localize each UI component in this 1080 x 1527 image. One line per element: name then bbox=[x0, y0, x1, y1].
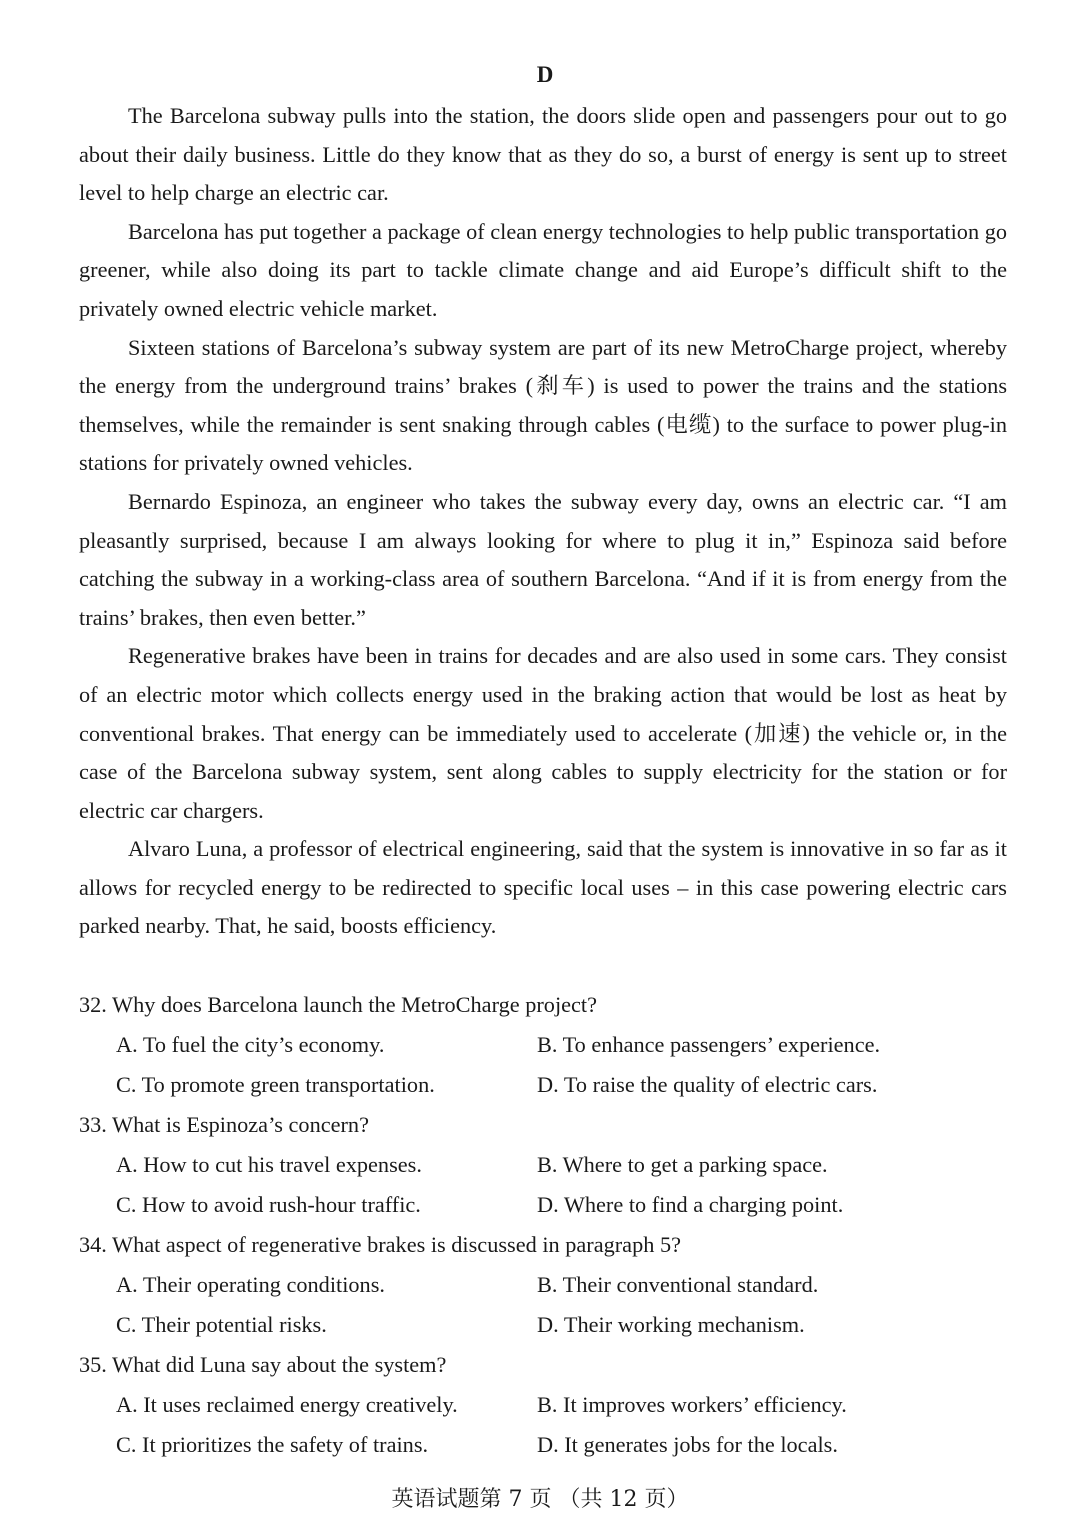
option-a: A. It uses reclaimed energy creatively. bbox=[116, 1392, 458, 1417]
option-d: D. To raise the quality of electric cars. bbox=[537, 1072, 878, 1097]
option-a: A. How to cut his travel expenses. bbox=[116, 1152, 422, 1177]
question-list bbox=[79, 985, 1019, 1465]
paragraph-5: Regenerative brakes have been in trains for decades and are also used in some cars. They consist of an electric motor which collects energy used in the braking action that would be lost as heat by conventional brakes. That energy can be immediately used to accelerate (加速) the vehicle or, in the case of the Barcelona subway system, sent along cables to supply electricity for the station or for electric car chargers. bbox=[79, 643, 1007, 823]
option-row bbox=[79, 1425, 1019, 1465]
question-32 bbox=[79, 985, 1019, 1105]
option-d: D. It generates jobs for the locals. bbox=[537, 1432, 838, 1457]
paragraph-3: Sixteen stations of Barcelona’s subway system are part of its new MetroCharge project, whereby the energy from the underground trains’ brakes (刹车) is used to power the trains and the stations themselves, while the remainder is sent snaking through cables (电缆) to the surface to power plug-in stations for privately owned vehicles. bbox=[79, 334, 1007, 476]
page-footer: 英语试题第 7 页 （共 12 页） bbox=[391, 1487, 689, 1512]
paragraph-1: The Barcelona subway pulls into the station, the doors slide open and passengers pour out to go about their daily business. Little do they know that as they do so, a burst of energy is sent up to street level to help charge an electric car. bbox=[79, 103, 1007, 206]
paragraph-4: Bernardo Espinoza, an engineer who takes the subway every day, owns an electric car. “I am pleasantly surprised, because I am always looking for where to plug it in,” Espinoza said before catching the subway in a working-class area of southern Barcelona. “And if it is from energy from the trains’ brakes, then even better.” bbox=[79, 488, 1007, 630]
option-a: A. To fuel the city’s economy. bbox=[116, 1032, 385, 1057]
option-b: B. To enhance passengers’ experience. bbox=[537, 1032, 881, 1057]
question-stem: 32. Why does Barcelona launch the MetroCharge project? bbox=[79, 992, 598, 1017]
question-stem: 35. What did Luna say about the system? bbox=[79, 1352, 447, 1377]
question-stem: 33. What is Espinoza’s concern? bbox=[79, 1112, 369, 1137]
option-row bbox=[79, 1025, 1019, 1065]
section-heading: D bbox=[536, 62, 554, 87]
option-row bbox=[79, 1305, 1019, 1345]
option-c: C. It prioritizes the safety of trains. bbox=[116, 1432, 429, 1457]
option-d: D. Where to find a charging point. bbox=[537, 1192, 844, 1217]
option-b: B. Their conventional standard. bbox=[537, 1272, 819, 1297]
option-a: A. Their operating conditions. bbox=[116, 1272, 385, 1297]
reading-passage bbox=[79, 97, 1007, 946]
option-row bbox=[79, 1145, 1019, 1185]
option-row bbox=[79, 1185, 1019, 1225]
option-b: B. Where to get a parking space. bbox=[537, 1152, 828, 1177]
option-row bbox=[79, 1065, 1019, 1105]
option-d: D. Their working mechanism. bbox=[537, 1312, 805, 1337]
paragraph-6: Alvaro Luna, a professor of electrical engineering, said that the system is innovative in so far as it allows for recycled energy to be redirected to specific local uses – in this case powering electric cars parked nearby. That, he said, boosts efficiency. bbox=[79, 836, 1007, 939]
question-stem: 34. What aspect of regenerative brakes is discussed in paragraph 5? bbox=[79, 1232, 681, 1257]
question-34 bbox=[79, 1225, 1019, 1345]
paragraph-2: Barcelona has put together a package of clean energy technologies to help public transportation go greener, while also doing its part to tackle climate change and aid Europe’s difficult shift to the privately owned electric vehicle market. bbox=[79, 218, 1007, 321]
option-c: C. How to avoid rush-hour traffic. bbox=[116, 1192, 421, 1217]
option-row bbox=[79, 1265, 1019, 1305]
question-35 bbox=[79, 1345, 1019, 1465]
option-c: C. To promote green transportation. bbox=[116, 1072, 435, 1097]
option-row bbox=[79, 1385, 1019, 1425]
option-c: C. Their potential risks. bbox=[116, 1312, 327, 1337]
question-33 bbox=[79, 1105, 1019, 1225]
option-b: B. It improves workers’ efficiency. bbox=[537, 1392, 847, 1417]
